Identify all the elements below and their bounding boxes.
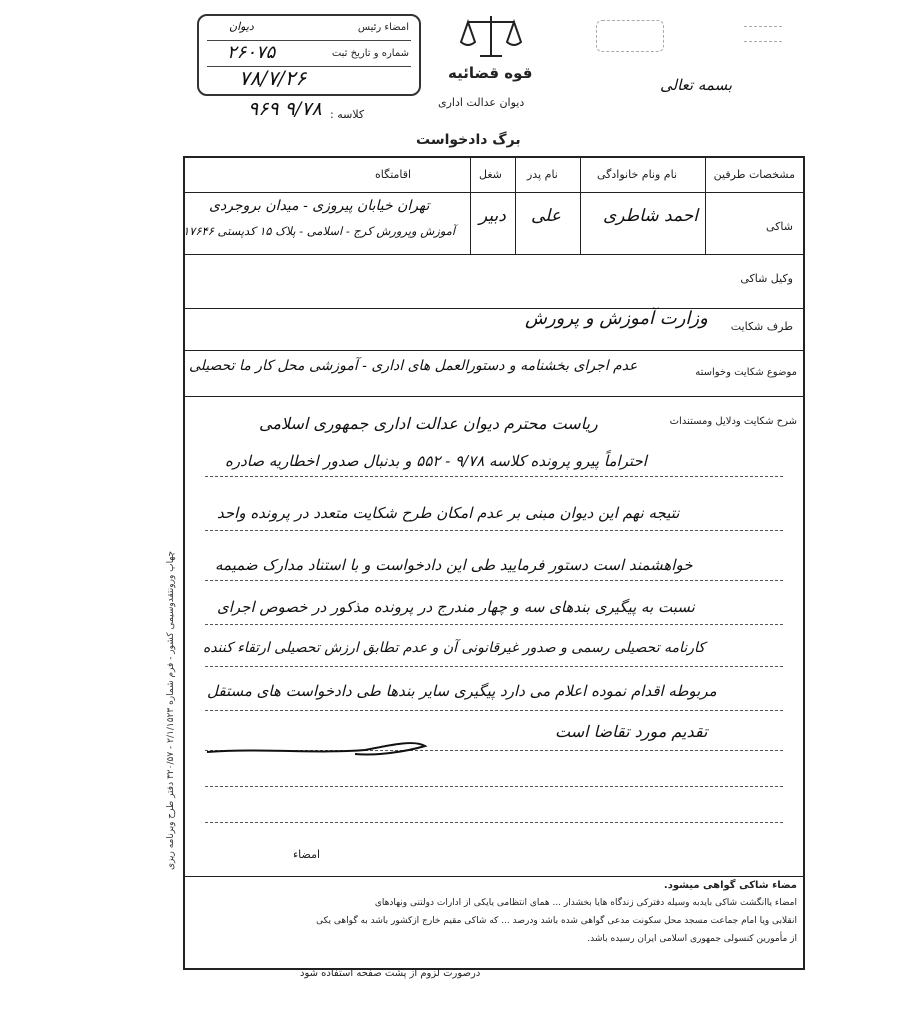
note-line-1: امضاء یاانگشت شاکی بایدبه وسیله دفترکی زندگاه هایا بخشدار ... همای انتظامی یایکی از ادارات دولتنی ونهادهای <box>374 898 797 908</box>
defendant-value: وزارت آموزش و پرورش <box>525 308 708 329</box>
stamp-reg-number: ۲۶۰۷۵ <box>227 42 276 63</box>
lawyer-label: وکیل شاکی <box>740 272 793 285</box>
complainant-address-2: آموزش وپرورش کرج - اسلامی - پلاک ۱۵ کدپستی ۱۷۶۴۶ <box>183 224 456 238</box>
stamp-date: ۷۸/۷/۲۶ <box>239 66 307 90</box>
complainant-label: شاکی <box>766 220 793 233</box>
form-title: برگ دادخواست <box>416 132 521 148</box>
body-line-5: نسبت به پیگیری بندهای سه و چهار مندرج در پرونده مذکور در خصوص اجرای <box>217 598 695 616</box>
stamp-sign-label: امضاء رئیس <box>357 22 409 33</box>
note-line-3: از مأمورین کنسولی جمهوری اسلامی ایران رسیده باشد. <box>587 934 797 944</box>
sign-label: امضاء <box>293 848 321 861</box>
header-father: نام پدر <box>527 168 558 181</box>
subject-value: عدم اجرای بخشنامه و دستورالعمل های اداری - آموزشی محل کار ما تحصیلی <box>189 358 638 374</box>
court-name: دیوان عدالت اداری <box>438 96 525 109</box>
class-label: کلاسه : <box>330 108 365 121</box>
side-print: چهاپ ورونتقدوسیمی کشور - فرم شماره ۲/۱/۱۵۲۳ - ۳۲۰/۵۷ دفتر طرح وبرنامه ریزی <box>166 550 176 870</box>
judiciary-title: قوه قضائیه <box>448 64 533 82</box>
scales-of-justice-icon <box>458 14 524 60</box>
faded-mark <box>744 26 782 42</box>
faded-stamp <box>596 20 664 52</box>
footer-note: درصورت لزوم از پشت صفحه استفاده شود <box>300 968 481 979</box>
body-line-1: ریاست محترم دیوان عدالت اداری جمهوری اسلامی <box>259 414 598 433</box>
body-line-4: خواهشمند است دستور فرمایید طی این دادخواست و با استناد مدارک ضمیمه <box>215 556 693 574</box>
subject-label: موضوع شکایت وخواسته <box>695 367 797 378</box>
stamp-sign-value: دیوان <box>229 20 254 33</box>
body-line-3: نتیجه نهم این دیوان مبنی بر عدم امکان طرح شکایت متعدد در پرونده واحد <box>217 504 680 522</box>
body-line-2: احتراماً پیرو پرونده کلاسه ۹/۷۸ - ۵۵۲ و بدنبال صدور اخطاریه صادره <box>225 452 647 470</box>
class-value: ۹۶۹ ۹/۷۸ <box>248 98 322 120</box>
closing-stroke <box>205 734 545 764</box>
registration-stamp <box>197 14 421 96</box>
complainant-name: احمد شاطری <box>603 206 699 226</box>
header-address: اقامتگاه <box>375 168 412 181</box>
complainant-job: دبیر <box>479 206 506 226</box>
header-name: نام ونام خانوادگی <box>597 168 678 181</box>
petition-form <box>183 156 805 970</box>
stamp-reg-label: شماره و تاریخ ثبت <box>331 48 409 59</box>
header-job: شغل <box>479 168 502 181</box>
body-line-7: مربوطه اقدام نموده اعلام می دارد پیگیری سایر بندها طی دادخواست های مستقل <box>207 682 717 700</box>
bismillah: بسمه تعالی <box>660 76 733 94</box>
body-label: شرح شکایت ودلایل ومستندات <box>669 416 797 427</box>
defendant-label: طرف شکایت <box>730 320 793 333</box>
note-title: مضاء شاکی گواهی میشود. <box>663 880 797 891</box>
note-line-2: انقلابی ویا امام جماعت مسجد محل سکونت مدعی گواهی شده باشد ودرصد ... که شاکی مقیم خارج ازکشور باشد به گواهی یکی <box>316 916 797 926</box>
complainant-address-1: تهران خیابان پیروزی - میدان بروجردی <box>209 198 430 214</box>
body-line-6: کارنامه تحصیلی رسمی و صدور غیرقانونی آن و عدم تطابق ارزش تحصیلی ارتقاء کننده <box>203 640 705 656</box>
complainant-father: علی <box>531 206 561 226</box>
header-parties: مشخصات طرفین <box>713 168 795 181</box>
body-line-8: تقدیم مورد تقاضا است <box>555 722 708 741</box>
